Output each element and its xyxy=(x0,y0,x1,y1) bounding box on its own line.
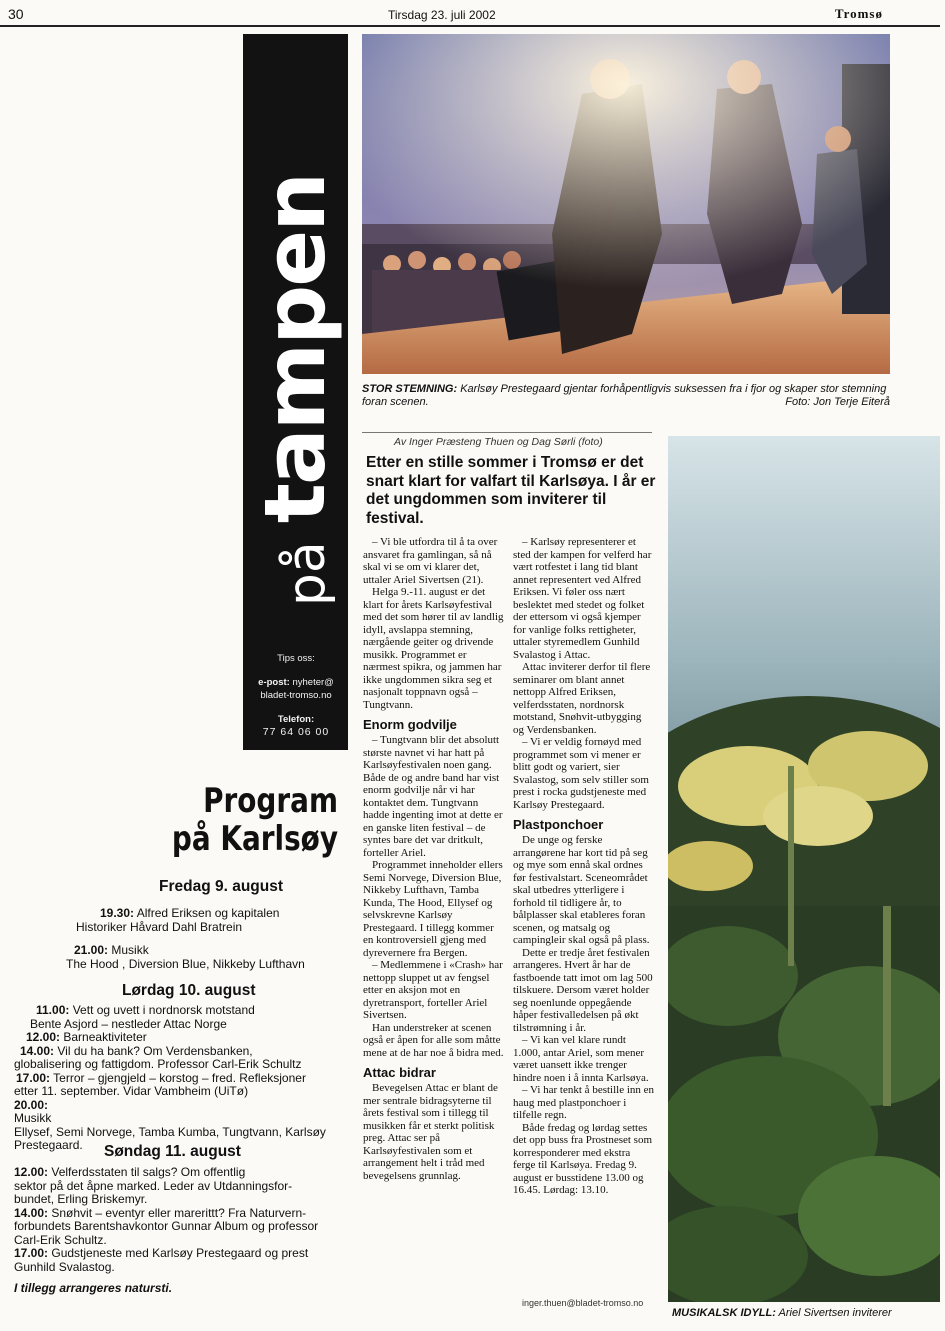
event-text: Alfred Eriksen og kapitalen xyxy=(136,906,280,920)
event-line: etter 11. september. Vidar Vambheim (UiTø) xyxy=(14,1084,249,1098)
event-line xyxy=(66,944,346,958)
event-time: 20.00: xyxy=(14,1097,49,1112)
article-column-2 xyxy=(513,536,655,1197)
article-paragraph: Attac inviterer derfor til flere seminarer om blant annet nettopp Alfred Eriksen, velferdsstaten, nordnorsk motstand, Snøhvit-utbygging og Verdensbanken. xyxy=(513,661,651,736)
article-paragraph: – Vi har tenkt å bestille inn en haug med plastponchoer i tilfelle regn. xyxy=(513,1084,655,1121)
event-line: Historiker Håvard Dahl Bratrein xyxy=(76,919,243,934)
event-time: 19.30: xyxy=(100,906,135,920)
article-paragraph: – Karlsøy representerer et sted der kampen for velferd har vært rotfestet i lang tid blant annet representert ved Alfred Eriksen. Vi føler oss nært beslektet med stedet og folket der ettersom vi også kjemper for vanlige folks rettigheter, uttaler styremedlem Gunhild Svalastog i Attac. xyxy=(513,536,652,661)
tips-label: Tips oss: xyxy=(277,653,315,664)
article-column-1 xyxy=(363,536,505,1182)
program-friday-2 xyxy=(66,944,346,971)
event-line: sektor på det åpne marked. Leder av Utdanningsfor- xyxy=(14,1178,293,1193)
article-byline: Av Inger Præsteng Thuen og Dag Sørli (foto) xyxy=(394,436,603,448)
program-sunday xyxy=(14,1166,344,1274)
event-time: 17.00: xyxy=(16,1070,51,1085)
author-email: inger.thuen@bladet-tromso.no xyxy=(522,1298,644,1308)
caption2-label: MUSIKALSK IDYLL: xyxy=(672,1307,776,1319)
event-time: 14.00: xyxy=(20,1043,55,1058)
article-paragraph: – Vi ble utfordra til å ta over ansvaret fra gamlingan, så nå skal vi se om vi klarer det, uttaler Ariel Sivertsen (21). xyxy=(363,536,498,586)
article-paragraph: – Tungtvann blir det absolutt største navnet vi har hatt på Karlsøyfestivalen noen gang. Både de og andre band har vist enorm godvilje når vi har kontaktet dem. Tungtvann hadde ingenting imot at dette er en ganske liten festival – de syntes bare det var dritkult, forteller Ariel. xyxy=(363,734,503,859)
issue-date: Tirsdag 23. juli 2002 xyxy=(388,8,496,22)
event-time: 11.00: xyxy=(36,1003,70,1017)
article-paragraph: Han understreker at scenen også er åpen for alle som måtte mene at de har noe å bidra med. xyxy=(363,1021,504,1059)
program-saturday xyxy=(14,1004,344,1153)
caption-label: STOR STEMNING: xyxy=(362,383,458,395)
article-paragraph: Dette er tredje året festivalen arrangeres. Hvert år har de fastboende tatt imot om lag 500 tilskuere. Dersom været holder seg noenlunde oppegående håper festivalledelsen på økt tilstrømning i år. xyxy=(513,946,653,1034)
event-line xyxy=(14,1072,344,1086)
event-line: forbundets Barentshavkontor Gunnar Album og professor xyxy=(14,1219,319,1233)
event-line: globalisering og fattigdom. Professor Carl-Erik Schultz xyxy=(14,1057,302,1071)
event-line: The Hood , Diversion Blue, Nikkeby Lufthavn xyxy=(66,956,305,971)
event-line: Carl-Erik Schultz. xyxy=(14,1232,107,1247)
article-paragraph: Bevegelsen Attac er blant de mer sentrale bidragsyterne til årets festival som i tillegg til musikken får et sterkt politisk preg. Attac ser på Karlsøyfestivalen som et arrangement helt i tråd med bevegelsens grunnlag. xyxy=(363,1082,498,1182)
program-title-line2: på Karlsøy xyxy=(171,819,338,859)
article-paragraph: Helga 9.-11. august er det klart for årets Karlsøyfestival med det som hører til av landlig idyll, avslappa stemning, nærgående geiter og drivende musikk. Programmet er nærmest spikra, og jammen har ikke ungdommen sikra seg et nasjonalt toppnavn også – Tungtvann. xyxy=(363,586,504,711)
article-subheading: Enorm godvilje xyxy=(363,717,457,732)
article-lead: Etter en stille sommer i Tromsø er det snart klart for valfart til Karlsøya. I år er det ungdommen som inviterer til festival. xyxy=(366,454,656,527)
day-heading: Fredag 9. august xyxy=(159,878,284,895)
tips-email-line1: nyheter@ xyxy=(292,677,334,688)
caption2-text: Ariel Sivertsen inviterer xyxy=(778,1307,892,1319)
event-time: 17.00: xyxy=(14,1246,49,1260)
section-title-small: på xyxy=(277,541,337,607)
tips-phone: 77 64 06 00 xyxy=(262,726,330,738)
event-text: Vil du ha bank? Om Verdensbanken, xyxy=(57,1043,253,1058)
event-line: Bente Asjord – nestleder Attac Norge xyxy=(30,1016,227,1031)
program-footer: I tillegg arrangeres natursti. xyxy=(14,1281,173,1295)
event-text: Gudstjeneste med Karlsøy Prestegaard og prest xyxy=(51,1246,309,1260)
program-saturday-heading xyxy=(122,984,256,998)
concert-photo xyxy=(362,34,890,374)
day-heading: Søndag 11. august xyxy=(104,1143,241,1160)
program-title xyxy=(61,782,338,858)
event-line xyxy=(14,1166,344,1180)
event-line: Ellysef, Semi Norvege, Tamba Kumba, Tungtvann, Karlsøy xyxy=(14,1124,326,1139)
program-friday xyxy=(76,907,346,934)
event-time: 14.00: xyxy=(14,1205,49,1220)
program-friday-heading xyxy=(159,880,283,894)
program-sunday-heading xyxy=(104,1145,241,1159)
event-line: Musikk xyxy=(14,1111,52,1125)
event-text: Musikk xyxy=(111,943,149,957)
event-line xyxy=(14,1247,344,1261)
photo-credit: Foto: Jon Terje Eiterå xyxy=(785,396,890,408)
event-line xyxy=(14,1045,344,1059)
event-time: 12.00: xyxy=(26,1030,61,1044)
header-rule xyxy=(0,25,940,27)
program-title-line1: Program xyxy=(203,781,338,821)
page-number: 30 xyxy=(8,6,24,22)
article-paragraph: – Vi kan vel klare rundt 1.000, antar Ariel, som mener været uansett ikke trenger hindre noen i å innta Karlsøya. xyxy=(513,1034,649,1084)
article-paragraph: – Vi er veldig fornøyd med programmet som vi mener er blitt godt og variert, sier Svalastog, som selv stiller som prest i rocka gudstjeneste med Karlsøy Prestegaard. xyxy=(513,736,649,811)
article-paragraph: Programmet inneholder ellers Semi Norvege, Diversion Blue, Nikkeby Lufthavn, Tamba Kunda, The Hood, Ellysef og selvskrevne Karlsøy Prestegaard. I tillegg kommer en kontroversiell gjeng med dyrevernere fra Bergen. xyxy=(363,859,503,959)
article-subheading: Plastponchoer xyxy=(513,817,604,832)
tips-email-label: e-post: xyxy=(258,677,290,688)
event-text: Barneaktiviteter xyxy=(63,1030,147,1044)
event-line xyxy=(14,1004,344,1018)
concert-photo-caption xyxy=(362,383,890,409)
newspaper-name: Tromsø xyxy=(834,6,883,21)
article-paragraph: De unge og ferske arrangørene har kort tid på seg og mye som ennå skal ordnes før festivalstart. Sceneområdet skal utbedres ytterligere i forhold til tidligere år, to bålplasser skal etableres foran scenen, og matsalg og campingleir skal også på plass. xyxy=(513,834,650,946)
tips-email-line2: bladet-tromso.no xyxy=(260,690,332,701)
flower-photo xyxy=(668,436,940,1302)
event-text: Vett og uvett i nordnorsk motstand xyxy=(72,1003,255,1017)
event-line xyxy=(76,907,346,921)
event-line: Gunhild Svalastog. xyxy=(14,1259,115,1274)
event-time: 12.00: xyxy=(14,1165,49,1179)
article-paragraph: – Medlemmene i «Crash» har nettopp sluppet ut av fengsel etter en aksjon mot en dyretransport, forteller Ariel Sivertsen. xyxy=(363,959,503,1021)
flower-photo-caption xyxy=(672,1307,940,1319)
article-subheading: Attac bidrar xyxy=(363,1065,436,1080)
event-text: Terror – gjengjeld – korstog – fred. Refleksjoner xyxy=(53,1070,306,1085)
caption-text: Karlsøy Prestegaard gjentar forhåpentligvis suksessen fra i fjor og skaper stor stemning foran scenen. xyxy=(362,383,887,408)
article-paragraph: Både fredag og lørdag settes det opp buss fra Prostneset som korresponderer med ekstra ferge til Karlsøya. Fredag 9. august er busstidene 13.00 og 16.45. Lørdag: 13.10. xyxy=(513,1121,653,1196)
event-line xyxy=(14,1099,344,1113)
section-title-big: tampen xyxy=(246,173,344,524)
event-line: bundet, Erling Briskemyr. xyxy=(14,1192,148,1206)
tips-email xyxy=(246,676,346,689)
event-line xyxy=(14,1031,344,1045)
tips-phone-label: Telefon: xyxy=(277,714,315,725)
tips-box xyxy=(246,652,346,739)
day-heading: Lørdag 10. august xyxy=(122,982,256,999)
section-title xyxy=(246,173,344,607)
event-text: Velferdsstaten til salgs? Om offentlig xyxy=(51,1165,246,1179)
event-line xyxy=(14,1207,344,1221)
byline-rule xyxy=(362,432,652,433)
event-line: Prestegaard. xyxy=(14,1138,83,1152)
event-text: Snøhvit – eventyr eller marerittt? Fra Naturvern- xyxy=(51,1205,307,1220)
event-time: 21.00: xyxy=(74,943,109,957)
